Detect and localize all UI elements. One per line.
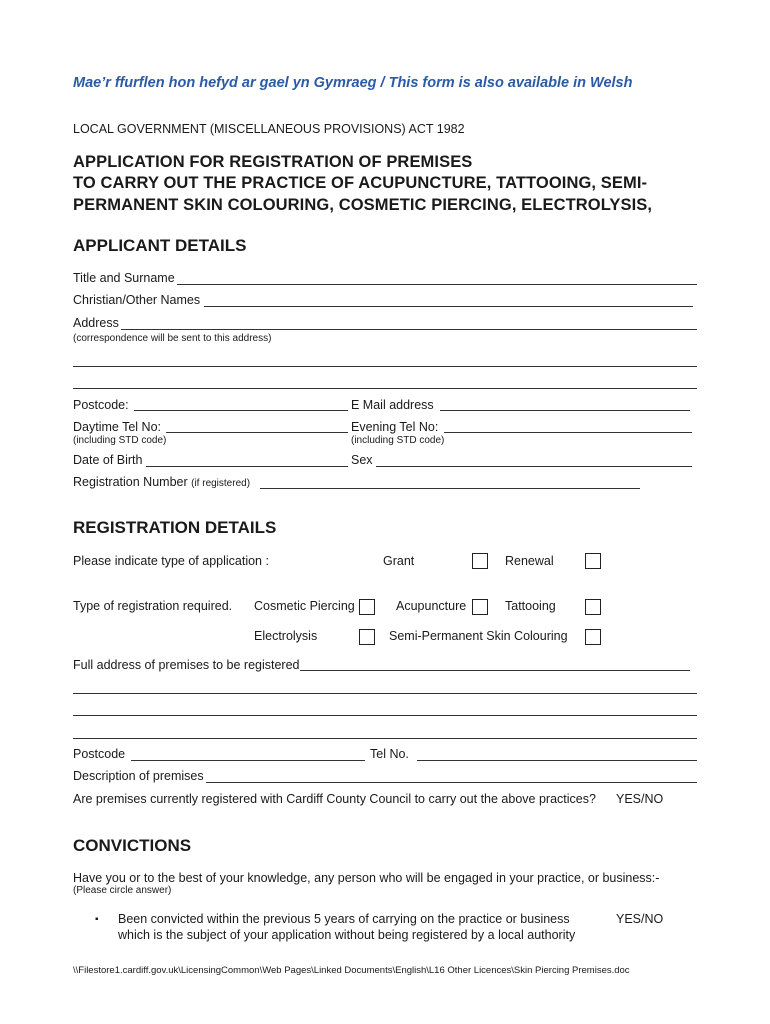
christian-names-label: Christian/Other Names [73,293,201,307]
description-label: Description of premises [73,769,204,783]
evening-tel-field[interactable] [444,432,692,433]
conviction-item-1-line-1: Been convicted within the previous 5 years of carrying on the practice or business [118,912,570,926]
grant-checkbox[interactable] [472,553,488,569]
bullet-icon: ▪ [95,914,99,925]
premises-address-field-line-3[interactable] [73,715,697,716]
email-label: E Mail address [351,398,434,412]
form-title-line-2: TO CARRY OUT THE PRACTICE OF ACUPUNCTURE, TATTOOING, SEMI- [73,174,648,192]
daytime-tel-label: Daytime Tel No: [73,420,161,434]
address-correspondence-note: (correspondence will be sent to this address) [73,333,272,344]
premises-address-field-line-2[interactable] [73,693,697,694]
currently-registered-question: Are premises currently registered with Cardiff County Council to carry out the above practices? [73,792,596,806]
grant-label: Grant [383,554,415,568]
document-file-path: \\Filestore1.cardiff.gov.uk\LicensingCommon\Web Pages\Linked Documents\English\L16 Other Licences\Skin Piercing Premises.doc [73,965,630,976]
cosmetic-piercing-label: Cosmetic Piercing [254,599,355,613]
premises-tel-field[interactable] [417,760,697,761]
title-surname-label: Title and Surname [73,271,175,285]
premises-postcode-field[interactable] [131,760,365,761]
address-label: Address [73,316,119,330]
postcode-field[interactable] [134,410,348,411]
sex-label: Sex [351,453,373,467]
renewal-checkbox[interactable] [585,553,601,569]
description-field[interactable] [206,782,697,783]
cosmetic-piercing-checkbox[interactable] [359,599,375,615]
convictions-question: Have you or to the best of your knowledge, any person who will be engaged in your practice, or business:- [73,871,660,885]
evening-tel-label: Evening Tel No: [351,420,439,434]
form-title-line-1: APPLICATION FOR REGISTRATION OF PREMISES [73,153,473,171]
address-field-line-2[interactable] [73,366,697,367]
premises-address-field-line-1[interactable] [300,670,690,671]
registration-details-heading: REGISTRATION DETAILS [73,518,277,537]
application-type-label: Please indicate type of application : [73,554,269,568]
electrolysis-checkbox[interactable] [359,629,375,645]
registration-number-note: (if registered) [191,478,251,489]
registration-type-label: Type of registration required. [73,599,233,613]
form-title-line-3: PERMANENT SKIN COLOURING, COSMETIC PIERCING, ELECTROLYSIS, [73,196,653,214]
registration-number-field[interactable] [260,488,640,489]
electrolysis-label: Electrolysis [254,629,318,643]
semi-permanent-label: Semi-Permanent Skin Colouring [389,629,568,643]
dob-label: Date of Birth [73,453,143,467]
christian-names-field[interactable] [204,306,693,307]
daytime-tel-field[interactable] [166,432,348,433]
semi-permanent-checkbox[interactable] [585,629,601,645]
full-address-label: Full address of premises to be registered [73,658,300,672]
premises-address-field-line-4[interactable] [73,738,697,739]
conviction-item-1-yes-no[interactable]: YES/NO [616,912,664,926]
daytime-std-note: (including STD code) [73,435,167,446]
registration-number-label: Registration Number (if registered) [73,475,251,489]
evening-std-note: (including STD code) [351,435,445,446]
welsh-availability-notice: Mae’r ffurflen hon hefyd ar gael yn Gymraeg / This form is also available in Welsh [73,75,633,91]
applicant-details-heading: APPLICANT DETAILS [73,236,247,255]
dob-field[interactable] [146,466,348,467]
email-field[interactable] [440,410,690,411]
title-surname-field[interactable] [177,284,697,285]
acupuncture-label: Acupuncture [396,599,467,613]
act-reference: LOCAL GOVERNMENT (MISCELLANEOUS PROVISIONS) ACT 1982 [73,122,465,136]
postcode-label: Postcode: [73,398,129,412]
convictions-heading: CONVICTIONS [73,836,192,855]
tattooing-checkbox[interactable] [585,599,601,615]
tattooing-label: Tattooing [505,599,556,613]
premises-postcode-label: Postcode [73,747,126,761]
acupuncture-checkbox[interactable] [472,599,488,615]
renewal-label: Renewal [505,554,554,568]
currently-registered-yes-no[interactable]: YES/NO [616,792,664,806]
sex-field[interactable] [376,466,692,467]
premises-tel-label: Tel No. [370,747,409,761]
address-field-line-3[interactable] [73,388,697,389]
address-field-line-1[interactable] [121,329,697,330]
conviction-item-1-line-2: which is the subject of your application without being registered by a local authority [118,928,576,942]
circle-answer-note: (Please circle answer) [73,885,172,896]
